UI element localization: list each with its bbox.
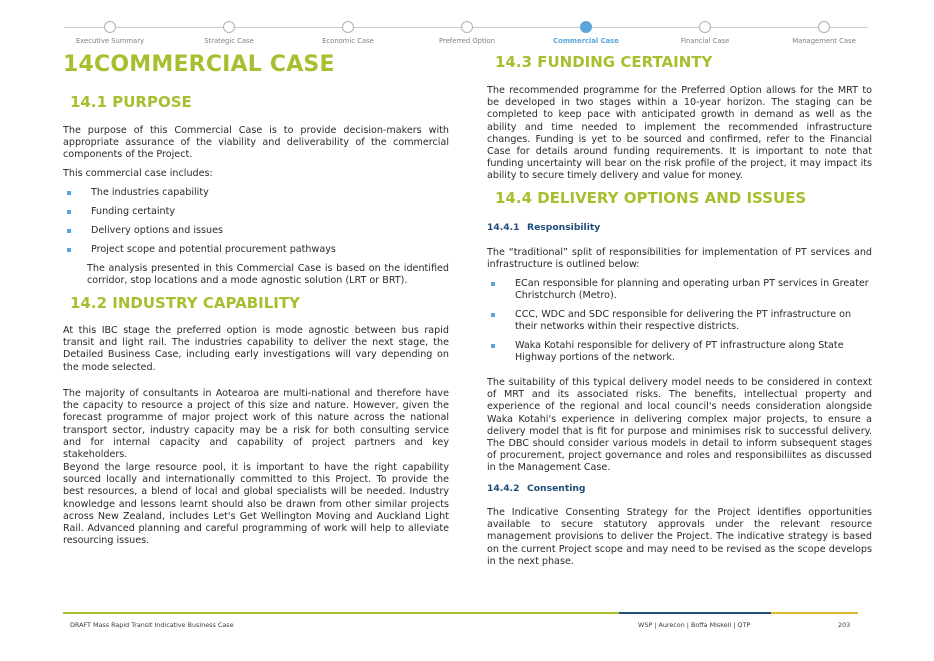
list-item: ECan responsible for planning and operating urban PT services in Greater Christchurch (Metro). [491,278,872,302]
bullet-icon [67,229,71,233]
responsibility-intro: The “traditional” split of responsibilities for implementation of PT services and infrastructure is outlined below: [487,247,872,271]
industry-paragraph-1: At this IBC stage the preferred option is mode agnostic between bus rapid transit and light rail. The industries capability to deliver the next stage, the Detailed Business Case, including early investigations will vary depending on the mode selected. [63,325,449,373]
bullet-icon [491,344,495,348]
step-dot-icon [818,21,830,33]
nav-step-label: Executive Summary [75,37,145,45]
bullet-icon [67,210,71,214]
consenting-paragraph: The Indicative Consenting Strategy for the Project identifies opportunities available to secure statutory approvals under the relevant resource management provisions to deliver the Project. The indicative strategy is based on the current Project scope and may need to be revised as the scope develops in the next phase. [487,507,872,567]
responsibility-heading [487,222,600,233]
step-dot-icon [104,21,116,33]
step-dot-icon [223,21,235,33]
bullet-icon [491,282,495,286]
list-item: CCC, WDC and SDC responsible for delivering the PT infrastructure on their networks within their respective districts. [491,309,872,333]
consenting-heading [487,483,586,494]
footer-rule-navy [619,612,771,614]
list-item: Project scope and potential procurement pathways [67,244,449,256]
nav-step-executive-summary[interactable] [50,18,170,45]
nav-step-label: Economic Case [322,37,374,45]
step-dot-icon [342,21,354,33]
nav-step-label: Management Case [792,37,856,45]
nav-step-label: Preferred Option [438,37,496,45]
bullet-icon [491,313,495,317]
list-item: The industries capability [67,187,449,199]
nav-step-label: Financial Case [680,37,730,45]
subsection-title: Consenting [527,483,586,494]
step-dot-icon [699,21,711,33]
industry-paragraph-3: Beyond the large resource pool, it is important to have the right capability sourced locally and internationally committed to this Project. To provide the best resources, a blend of local and global specialists will be needed. Industry knowledge and lessons learnt should also be drawn from other similar projects across New Zealand, includes Let's Get Wellington Moving and Auckland Light Rail. Advanced planning and careful programming of work will help to alleviate resourcing issues. [63,462,449,547]
purpose-paragraph: The purpose of this Commercial Case is to provide decision-makers with appropriate assurance of the viability and deliverability of the commercial components of the Project. [63,125,449,161]
footer-partners: WSP | Aurecon | Boffa Miskell | QTP [638,621,751,629]
footer-rule-gold [771,612,858,614]
step-dot-icon [461,21,473,33]
delivery-heading: 14.4 DELIVERY OPTIONS AND ISSUES [495,189,807,207]
analysis-paragraph: The analysis presented in this Commercial Case is based on the identified corridor, stop locations and a mode agnostic solution (LRT or BRT). [87,263,449,287]
step-dot-icon [580,21,592,33]
list-item: Waka Kotahi responsible for delivery of PT infrastructure along State Highway portions of the network. [491,340,872,364]
footer-rule-green [63,612,619,614]
section-progress-nav [64,18,868,48]
page-number: 203 [838,621,851,629]
page-title: 14COMMERCIAL CASE [63,52,335,77]
nav-step-management-case[interactable] [764,18,884,45]
delivery-model-paragraph: The suitability of this typical delivery model needs to be considered in context of MRT and its associated risks. The benefits, intellectual property and experience of the regional and local council's needs consideration alongside Waka Kotahi's experience in delivering complex major projects, to ensure a delivery model that is fit for purpose and minimises risk to successful delivery. The DBC should consider various models in detail to inform subsequent stages of procurement, project governance and roles and responsibiliites as discussed in the Management Case. [487,377,872,474]
nav-step-preferred-option[interactable] [407,18,527,45]
nav-step-strategic-case[interactable] [169,18,289,45]
nav-step-label: Strategic Case [204,37,254,45]
nav-step-label: Commercial Case [553,37,619,45]
industry-paragraph-2: The majority of consultants in Aotearoa are multi-national and therefore have the capacity to resource a project of this size and nature. However, given the forecast programme of major project work of this nature across the national transport sector, industry capacity may be a risk for both consulting service and for internal capacity and capability of project partners and key stakeholders. [63,388,449,461]
bullet-icon [67,191,71,195]
subsection-number: 14.4.2 [487,483,520,494]
nav-step-financial-case[interactable] [645,18,765,45]
funding-paragraph: The recommended programme for the Preferred Option allows for the MRT to be developed in two stages within a 10-year horizon. The staging can be completed to keep pace with anticipated growth in demand as well as the ability and time needed to implement the recommended infrastructure changes. Funding is yet to be sourced and confirmed, refer to the Financial Case for details around funding requirements. It is important to note that funding uncertainty will bear on the risk profile of the project, it may impact its ability to secure timely delivery and value for money. [487,85,872,182]
funding-heading: 14.3 FUNDING CERTAINTY [495,53,713,71]
bullet-icon [67,248,71,252]
purpose-intro: This commercial case includes: [63,168,213,179]
nav-step-economic-case[interactable] [288,18,408,45]
list-item: Funding certainty [67,206,449,218]
purpose-heading: 14.1 PURPOSE [70,93,192,111]
subsection-number: 14.4.1 [487,222,520,233]
nav-step-commercial-case[interactable] [526,18,646,45]
industry-heading: 14.2 INDUSTRY CAPABILITY [70,294,300,312]
footer-document-title: DRAFT Mass Rapid Transit Indicative Business Case [70,621,234,629]
list-item: Delivery options and issues [67,225,449,237]
subsection-title: Responsibility [527,222,601,233]
